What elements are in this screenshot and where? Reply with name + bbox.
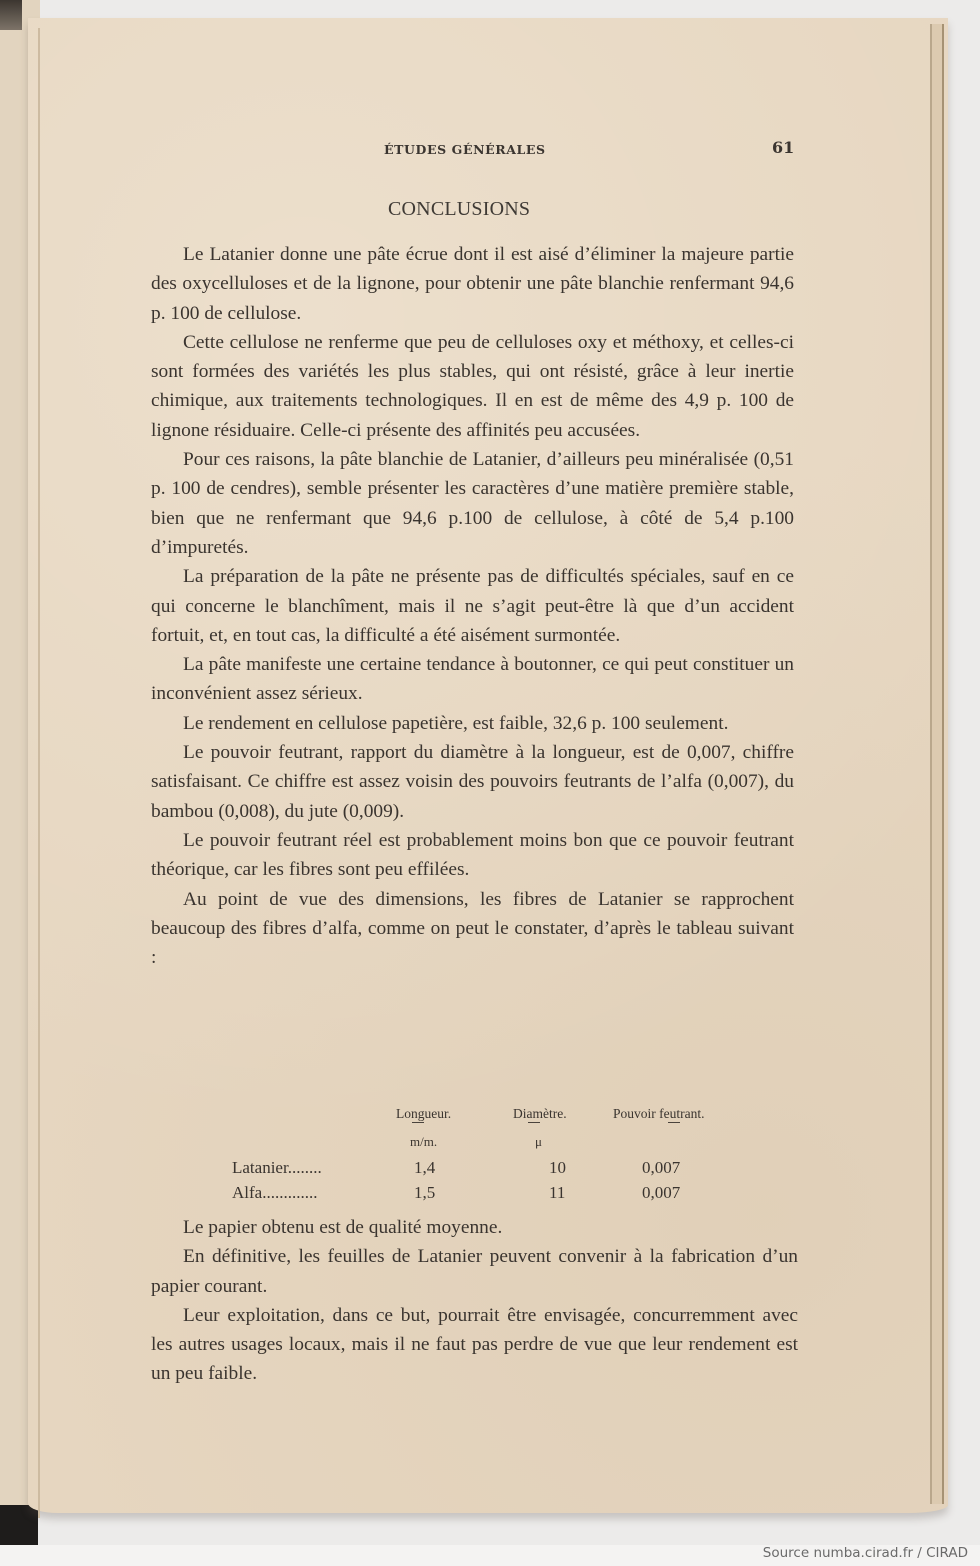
source-credit: Source numba.cirad.fr / CIRAD: [762, 1545, 968, 1561]
cell-longueur: 1,4: [414, 1158, 436, 1177]
paragraph: Au point de vue des dimensions, les fibres de Latanier se rapprochent beaucoup des fibres d’alfa, comme on peut le constater, d’après le tableau suivant :: [151, 888, 794, 969]
section-title: CONCLUSIONS: [388, 198, 531, 220]
page-edge: [930, 24, 944, 1504]
paragraph: En définitive, les feuilles de Latanier peuvent convenir à la fabrication d’un papier courant.: [151, 1246, 798, 1297]
header-rule: [412, 1122, 424, 1123]
cell-diametre: 10: [549, 1158, 566, 1177]
body-text: [151, 240, 794, 972]
unit-longueur: m/m.: [410, 1134, 438, 1149]
paragraph: Le pouvoir feutrant, rapport du diamètre à la longueur, est de 0,007, chiffre satisfaisant. Ce chiffre est assez voisin des pouvoirs feutrants de l’alfa (0,007), du bambou (0,008), du jute (0,009).: [151, 742, 794, 822]
closing-text: [151, 1213, 798, 1389]
column-header-longueur: Longueur.: [396, 1106, 452, 1121]
row-label: Alfa.............: [232, 1183, 318, 1202]
paragraph: Le pouvoir feutrant réel est probablement moins bon que ce pouvoir feutrant théorique, car les fibres sont peu effilées.: [151, 829, 794, 881]
column-header-diametre: Diamètre.: [513, 1106, 567, 1121]
header-rule: [668, 1122, 680, 1123]
page-number: 61: [772, 138, 795, 157]
cell-longueur: 1,5: [414, 1183, 436, 1202]
paragraph: Le papier obtenu est de qualité moyenne.: [183, 1217, 503, 1238]
cell-pouvoir: 0,007: [642, 1158, 681, 1177]
paragraph: Le rendement en cellulose papetière, est faible, 32,6 p. 100 seulement.: [183, 712, 729, 734]
running-head: ÉTUDES GÉNÉRALES: [384, 142, 546, 157]
paragraph: La préparation de la pâte ne présente pas de difficultés spéciales, sauf en ce qui concerne le blanchîment, mais il ne s’agit peut-être là que d’un accident fortuit, et, en tout cas, la difficulté a été aisément surmontée.: [151, 566, 794, 646]
cell-pouvoir: 0,007: [642, 1183, 681, 1202]
paragraph: La pâte manifeste une certaine tendance à boutonner, ce qui peut constituer un inconvénient assez sérieux.: [151, 654, 794, 705]
paragraph: Le Latanier donne une pâte écrue dont il est aisé d’éliminer la majeure partie des oxycelluloses et de la lignone, pour obtenir une pâte blanchie renfermant 94,6 p. 100 de cellulose.: [151, 244, 794, 324]
paragraph: Leur exploitation, dans ce but, pourrait être envisagée, concurremment avec les autres usages locaux, mais il ne faut pas perdre de vue que leur rendement est un peu faible.: [151, 1304, 798, 1385]
column-header-pouvoir: Pouvoir feutrant.: [613, 1106, 705, 1121]
header-rule: [528, 1122, 540, 1123]
table-row: [232, 1158, 792, 1184]
book-binding: [0, 1505, 38, 1545]
paragraph: Pour ces raisons, la pâte blanchie de Latanier, d’ailleurs peu minéralisée (0,51 p. 100 de cendres), semble présenter les caractères d’une matière première stable, bien que ne renfermant que 94,6 p.100 de cellulose, à côté de 5,4 p.100 d’impuretés.: [151, 449, 794, 558]
paragraph: Cette cellulose ne renferme que peu de celluloses oxy et méthoxy, et celles-ci sont formées des variétés les plus stables, qui ont résisté, grâce à leur inertie chimique, aux traitements technologiques. Il en est de même des 4,9 p. 100 de lignone résiduaire. Celle-ci présente des affinités peu accusées.: [151, 331, 794, 441]
table-row: [232, 1183, 792, 1209]
cell-diametre: 11: [549, 1183, 566, 1202]
row-label: Latanier........: [232, 1158, 322, 1177]
gutter-line: [38, 28, 40, 1518]
spine-shadow: [0, 0, 22, 30]
unit-diametre: μ: [535, 1134, 542, 1149]
